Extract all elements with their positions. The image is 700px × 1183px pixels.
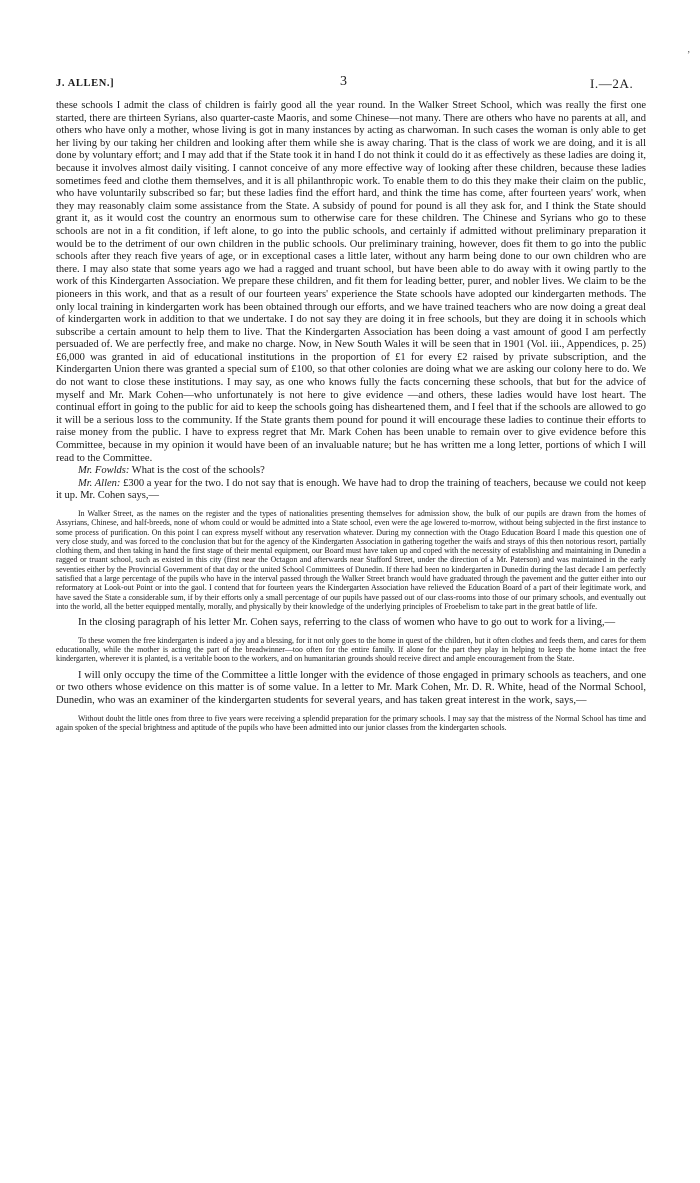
paragraph-2: In the closing paragraph of his letter Mr. Cohen says, referring to the class of women who have to go out to work for a living,— [78, 617, 616, 629]
question-text: What is the cost of the schools? [129, 465, 265, 477]
header-witness: J. ALLEN.] [56, 78, 115, 89]
paper-reference: I.—2A. [590, 76, 634, 91]
answer-line [56, 478, 646, 503]
quoted-letter-2: To these women the free kindergarten is indeed a joy and a blessing, for it not only goes to the home in quest of the children, but it often clothes and feeds them, and cares for them educationally, while the mother is acting the part of the breadwinner—too often for the entire family. If alone for the part they play in helping to keep the home intact the free kindergarten, wherever it is planted, is a veritable boon to the workers, and on humanitarian grounds should receive direct and ample encouragement from the State. [56, 635, 646, 664]
question-speaker: Mr. Fowlds: [78, 465, 130, 477]
answer-speaker: Mr. Allen: [78, 477, 121, 489]
paragraph-3: I will only occupy the time of the Committee a little longer with the evidence of those engaged in primary schools as teachers, and one or two others whose evidence on this matter is of some value. In a letter to Mr. Mark Cohen, Mr. D. R. White, head of the Normal School, Dunedin, who was an examiner of the kindergarten students for several years, and has taken great interest in the work, says,— [56, 669, 646, 706]
page-body [56, 100, 646, 738]
paragraph-1: these schools I admit the class of children is fairly good all the year round. In the Walker Street School, which was really the first one started, there are thirteen Syrians, also quarter-caste Maoris, and some Chinese—not many. There are others who have no parents at all, and others who have only a mother, whose living is got in many instances by acting as charwoman. In such cases the woman is only able to get her living by our taking her children and looking after them while she is away charing. That is the class of work we are doing, and it is all done by voluntary effort; and I may add that if the State took it in hand I do not think it could do it as effectively as these ladies are doing it, because it involves almost daily visiting. I cannot conceive of any more effective way of looking after these children, because these ladies sometimes feed and clothe them themselves, and it is all philanthropic work. To enable them to do this they make their claim on the public, who have voluntarily subscribed so far; but these ladies find the effort hard, and think the time has come, after fourteen years' work, when they may reasonably claim some assistance from the State. A subsidy of pound for pound is all they ask for, and I think the State should grant it, as it would cost the country an enormous sum to otherwise care for these children. The Chinese and Syrians who go to these schools are not in a fit condition, if left alone, to go into the public schools, and certainly if admitted without preliminary preparation it would be to the detriment of our own children in the public schools. Our preliminary training, however, does fit them to go into the public schools after they reach five years of age, or in exceptional cases a little later, without any harm being done to our own children who are there. I may also state that some years ago we had a ragged and truant school, but have been able to do away with it owing partly to the work of this Kindergarten Association. We prepare these children, and fit them for leading better, purer, and nobler lives. We claim to be the pioneers in this work, and that as a result of our fourteen years' experience the State schools have adopted our kindergarten methods. The only local training in kindergarten work has been obtained through our efforts, and we have trained teachers who are now doing a great deal of kindergarten work in addition to that we undertake. I do not say they are doing it in free schools, but they are doing it in schools which subscribe a certain amount to help them to live. That the Kindergarten Association has been doing a vast amount of good I am perfectly persuaded of. We are perfectly free, and make no charge. Now, in New South Wales it will be seen that in 1901 (Vol. iii., Appendices, p. 25) £6,000 was granted in aid of educational institutions in the proportion of £1 for every £2 raised by private subscription, and the Kindergarten Union there was granted a special sum of £100, so that other colonies are doing what we are asking our colony here to do. We do not want to close these institutions. I may say, as one who knows fully the facts concerning these schools, that but for the advice of myself and Mr. Mark Cohen—who unfortunately is not here to give evidence —and others, these ladies would have lost heart. The continual effort in going to the public for aid to keep the schools going has disheartened them, and I feel that if the schools are allowed to go it will be a serious loss to the community. If the State grants them pound for pound it will encourage these ladies to continue their efforts to raise money from the public. I have to express regret that Mr. Mark Cohen has been unable to remain over to give evidence before this Committee, because in my opinion it would have been of an invaluable nature; but he has written me a long letter, portions of which I will read to the Committee. [56, 100, 646, 464]
quoted-letter-3: Without doubt the little ones from three to five years were receiving a splendid preparation for the primary schools. I may say that the mistress of the Normal School has time and again spoken of the special brightness and aptitude of the pupils who have been admitted into our junior classes from the kindergarten schools. [56, 713, 646, 732]
page-number: 3 [340, 74, 348, 89]
question-line [56, 465, 646, 478]
answer-text: £300 a year for the two. I do not say that is enough. We have had to drop the training of teachers, because we could not keep it up. Mr. Cohen says,— [56, 477, 647, 502]
margin-mark: ʼ [687, 50, 691, 61]
quoted-letter-1: In Walker Street, as the names on the register and the types of nationalities presenting themselves for admission show, the bulk of our pupils are drawn from the homes of Assyrians, Chinese, and half-breeds, none of whom could or would be admitted into a State school, even were the age lowered to-morrow, without being subjected in the first instance to some process of purification. On this point I can express myself without any reservation whatever. During my connection with the Otago Education Board I made this question one of very close study, and was forced to the conclusion that but for the agency of the Kindergarten Association in gathering together the waifs and strays of this then notorious resort, partially clothing them, and then taking in hand the first stage of their mental equipment, our Board must have taken up and coped with the necessity of establishing and maintaining in Dunedin a ragged or truant school, such as existed in this city (first near the Octagon and afterwards near Stafford Street, under the direction of a Mr. Paterson) and was maintained in the early seventies either by the Provincial Government of that day or the united School Committees of Dunedin. If there had been no kindergarten in Dunedin during the last decade I am perfectly satisfied that a large percentage of the pupils who have in the interval passed through the Walker Street branch would have graduated through the pavement and the gutter either into our reformatory at Look-out Point or into the gaol. I contend that for fourteen years the Kindergarten Association have relieved the Education Board of a part of their legitimate work, and have saved the State a considerable sum, if by their efforts only a small percentage of our pupils have passed out of our class-rooms into those of our primary schools, and eventually out into the world, all the better equipped mentally, morally, and physically by their knowledge of the underlying principles of Froebelism to take part in the great battle of life. [56, 509, 646, 611]
